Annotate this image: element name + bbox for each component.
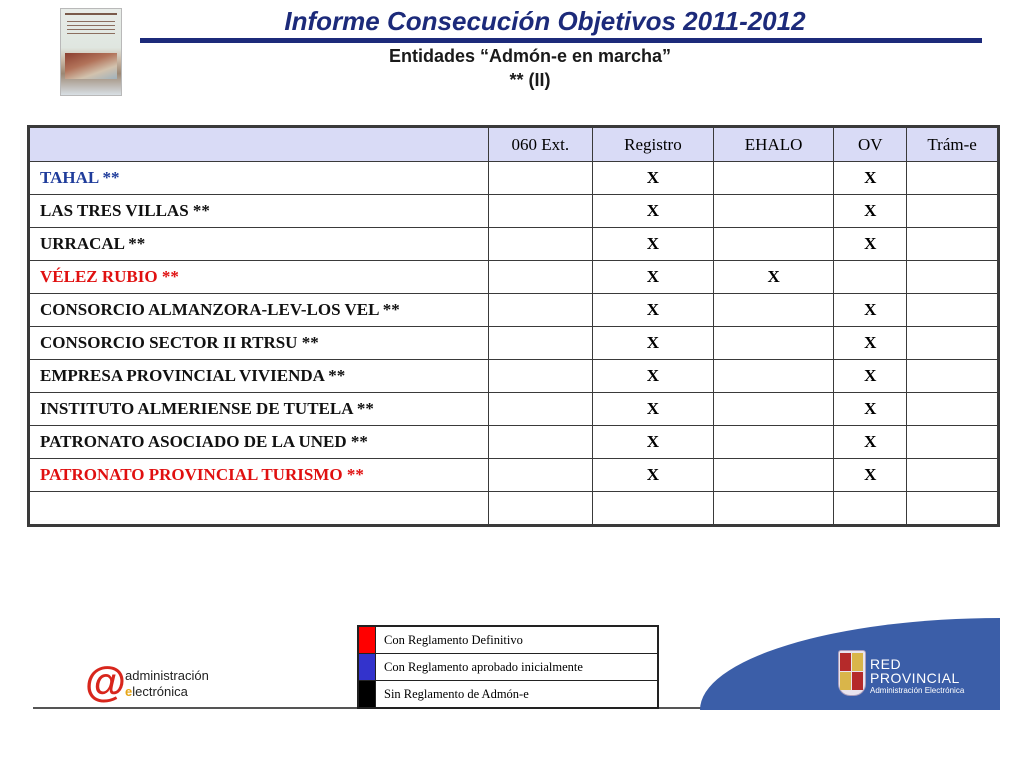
status-mark-cell	[488, 459, 593, 492]
status-mark-cell: X	[593, 294, 714, 327]
entity-name	[29, 492, 489, 526]
legend-row	[358, 626, 658, 654]
legend-table	[357, 625, 659, 709]
status-mark-cell: X	[593, 228, 714, 261]
table-row	[29, 426, 999, 459]
status-mark-cell	[713, 162, 834, 195]
table-row	[29, 261, 999, 294]
page-title: Informe Consecución Objetivos 2011-2012	[284, 6, 806, 36]
status-mark-cell	[713, 426, 834, 459]
red-provincial-line2: PROVINCIAL	[870, 670, 960, 686]
status-mark-cell: X	[593, 327, 714, 360]
table-row	[29, 228, 999, 261]
table-row	[29, 195, 999, 228]
status-mark-cell	[713, 393, 834, 426]
entity-name: CONSORCIO SECTOR II RTRSU **	[29, 327, 489, 360]
status-mark-cell	[488, 294, 593, 327]
administracion-electronica-logo	[85, 660, 215, 704]
header-ehalo: EHALO	[713, 127, 834, 162]
page-subtitle-note: ** (II)	[509, 70, 551, 90]
legend-row	[358, 654, 658, 681]
status-mark-cell	[488, 228, 593, 261]
ae-logo-line2: electrónica	[125, 684, 188, 699]
status-mark-cell	[834, 492, 907, 526]
status-mark-cell: X	[834, 327, 907, 360]
status-mark-cell	[488, 261, 593, 294]
table-row	[29, 492, 999, 526]
table-row	[29, 294, 999, 327]
legend-row	[358, 681, 658, 709]
table-row	[29, 327, 999, 360]
status-mark-cell	[488, 327, 593, 360]
legend-swatch	[358, 681, 376, 709]
status-mark-cell	[488, 492, 593, 526]
at-sign-icon: @	[85, 658, 126, 705]
status-mark-cell	[713, 327, 834, 360]
status-mark-cell: X	[834, 393, 907, 426]
table-row	[29, 162, 999, 195]
red-provincial-line1: RED	[870, 656, 902, 672]
ae-logo-line1: administración	[125, 668, 209, 683]
entities-table	[27, 125, 1000, 527]
status-mark-cell	[907, 360, 999, 393]
legend-label: Con Reglamento aprobado inicialmente	[376, 654, 659, 681]
status-mark-cell	[713, 294, 834, 327]
header-blank-cell	[29, 127, 489, 162]
legend-swatch	[358, 626, 376, 654]
entity-name: URRACAL **	[29, 228, 489, 261]
page-subtitle: Entidades “Admón-e en marcha”	[388, 46, 672, 66]
status-mark-cell	[907, 426, 999, 459]
status-mark-cell	[834, 261, 907, 294]
red-provincial-line3: Administración Electrónica	[870, 686, 965, 695]
status-mark-cell	[488, 426, 593, 459]
status-mark-cell	[907, 261, 999, 294]
status-mark-cell	[907, 162, 999, 195]
status-mark-cell: X	[593, 426, 714, 459]
entity-name: PATRONATO PROVINCIAL TURISMO **	[29, 459, 489, 492]
entity-name: LAS TRES VILLAS **	[29, 195, 489, 228]
entity-name: INSTITUTO ALMERIENSE DE TUTELA **	[29, 393, 489, 426]
status-mark-cell	[488, 360, 593, 393]
status-mark-cell	[713, 459, 834, 492]
status-mark-cell	[593, 492, 714, 526]
title-underline	[140, 38, 982, 43]
header-ov: OV	[834, 127, 907, 162]
status-mark-cell	[488, 162, 593, 195]
header-tram-e: Trám-e	[907, 127, 999, 162]
entity-name: CONSORCIO ALMANZORA-LEV-LOS VEL **	[29, 294, 489, 327]
status-mark-cell: X	[834, 360, 907, 393]
red-provincial-logo	[838, 650, 988, 700]
status-mark-cell	[713, 360, 834, 393]
status-mark-cell: X	[834, 294, 907, 327]
status-mark-cell: X	[834, 162, 907, 195]
status-mark-cell	[907, 228, 999, 261]
legend-label: Sin Reglamento de Admón-e	[376, 681, 659, 709]
status-mark-cell: X	[593, 393, 714, 426]
status-mark-cell	[488, 195, 593, 228]
header-060-ext: 060 Ext.	[488, 127, 593, 162]
status-mark-cell: X	[593, 459, 714, 492]
table-row	[29, 393, 999, 426]
status-mark-cell: X	[834, 426, 907, 459]
status-mark-cell	[907, 195, 999, 228]
status-mark-cell: X	[593, 261, 714, 294]
entity-name: TAHAL **	[29, 162, 489, 195]
status-mark-cell	[713, 195, 834, 228]
header-registro: Registro	[593, 127, 714, 162]
status-mark-cell	[488, 393, 593, 426]
entity-name: PATRONATO ASOCIADO DE LA UNED **	[29, 426, 489, 459]
table-row	[29, 360, 999, 393]
status-mark-cell	[907, 393, 999, 426]
status-mark-cell	[713, 492, 834, 526]
status-mark-cell: X	[593, 360, 714, 393]
table-header-row	[29, 127, 999, 162]
status-mark-cell: X	[593, 195, 714, 228]
legend-swatch	[358, 654, 376, 681]
legend-label: Con Reglamento Definitivo	[376, 626, 659, 654]
coat-of-arms-icon	[838, 650, 866, 696]
status-mark-cell: X	[593, 162, 714, 195]
status-mark-cell	[907, 459, 999, 492]
entity-name: EMPRESA PROVINCIAL VIVIENDA **	[29, 360, 489, 393]
status-mark-cell: X	[713, 261, 834, 294]
status-mark-cell: X	[834, 459, 907, 492]
status-mark-cell	[907, 492, 999, 526]
status-mark-cell: X	[834, 195, 907, 228]
entity-name: VÉLEZ RUBIO **	[29, 261, 489, 294]
table-row	[29, 459, 999, 492]
status-mark-cell	[907, 294, 999, 327]
status-mark-cell: X	[834, 228, 907, 261]
report-cover-thumbnail	[60, 8, 122, 96]
status-mark-cell	[713, 228, 834, 261]
status-mark-cell	[907, 327, 999, 360]
